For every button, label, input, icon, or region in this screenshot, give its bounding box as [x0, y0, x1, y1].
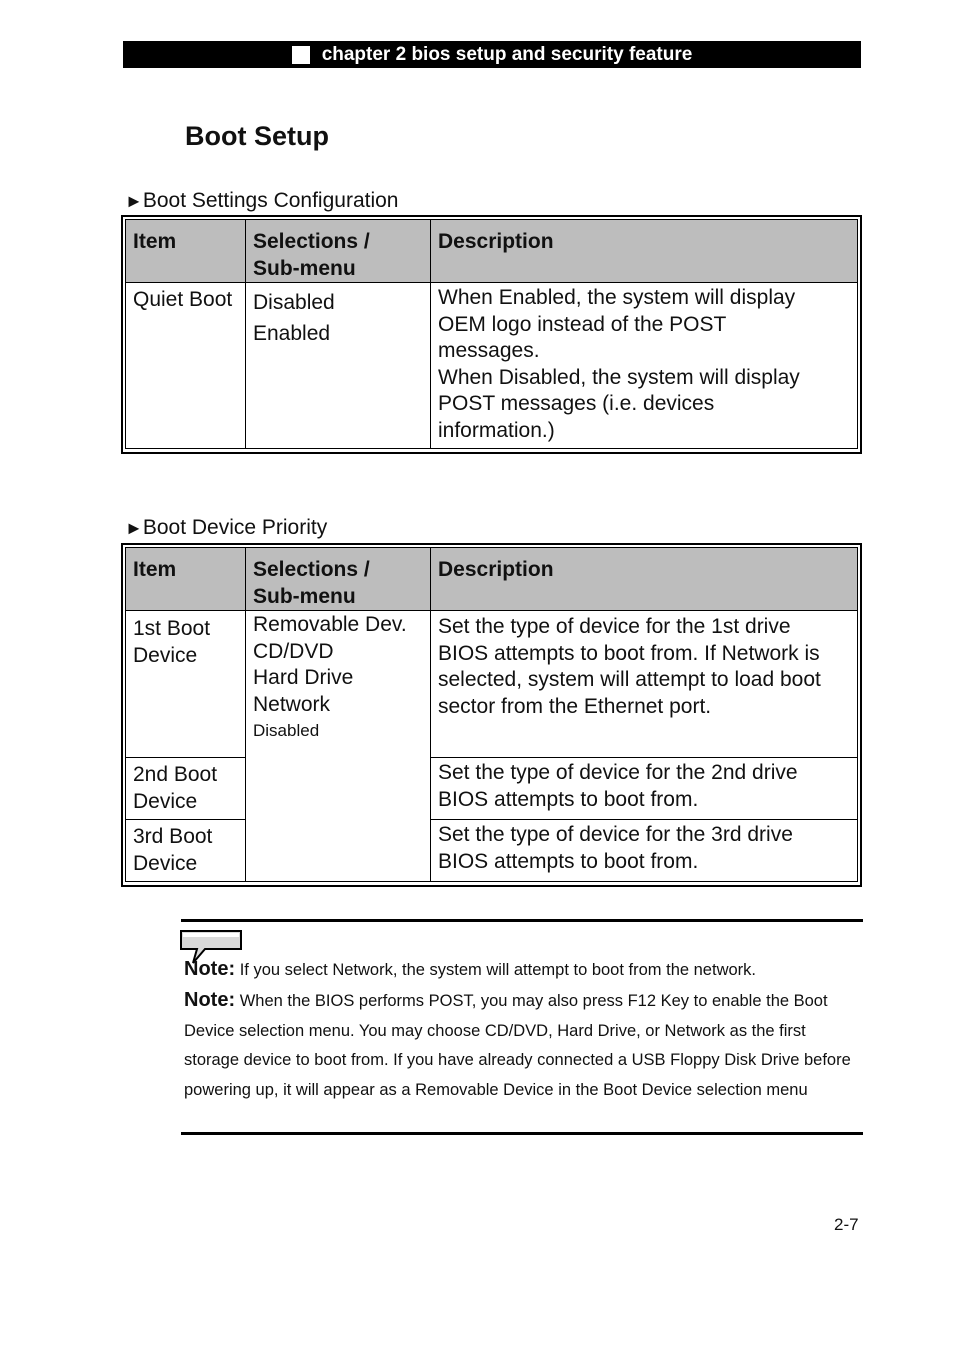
boot-settings-table [121, 215, 862, 454]
section-label-boot-settings [125, 189, 399, 213]
column-header-selections-line: Selections / [253, 558, 370, 581]
description-cell [431, 611, 858, 758]
column-header-description: Description [431, 220, 858, 283]
description-line: BIOS attempts to boot from. If Network is [438, 641, 820, 665]
note-body: When the BIOS performs POST, you may also press F12 Key to enable the Boot Device selection menu. You may choose CD/DVD, Hard Drive, or Network as the first storage device to boot from. If you have already connected a USB Floppy Disk Drive before powering up, it will appear as a Removable Device in the Boot Device selection menu [184, 991, 851, 1100]
column-header-description: Description [431, 548, 858, 611]
column-header-selections-line: Selections / [253, 230, 370, 253]
description-line: When Disabled, the system will display [438, 365, 800, 389]
page-number: 2-7 [834, 1215, 859, 1234]
table-row [126, 611, 858, 758]
description-line: selected, system will attempt to load boot [438, 668, 821, 691]
description-line: Set the type of device for the 2nd drive [438, 761, 798, 784]
column-header-selections-line: Sub-menu [253, 584, 356, 608]
item-cell [126, 611, 246, 758]
note-box [181, 919, 863, 1135]
column-header-selections-line: Sub-menu [253, 256, 356, 280]
section-label-text: Boot Device Priority [142, 516, 328, 539]
column-header-item: Item [126, 220, 246, 283]
note-paragraph [184, 955, 860, 986]
item-line: Device [133, 643, 198, 667]
note-text [184, 955, 860, 1106]
boot-device-priority-table [121, 543, 862, 887]
option-value: Removable Dev. [253, 613, 407, 636]
description-line: sector from the Ethernet port. [438, 694, 712, 718]
description-line: information.) [438, 418, 555, 442]
item-line: 3rd Boot [133, 825, 213, 848]
table-row [126, 758, 858, 820]
description-line: Set the type of device for the 1st drive [438, 615, 791, 638]
description-line: messages. [438, 339, 540, 362]
note-body: If you select Network, the system will attempt to boot from the network. [239, 961, 756, 979]
item-line: 1st Boot [133, 617, 211, 640]
item-line: 2nd Boot [133, 763, 218, 786]
description-line: When Enabled, the system will display [438, 286, 796, 309]
page-title: Boot Setup [185, 121, 329, 151]
column-header-selections [246, 220, 431, 283]
option-value: CD/DVD [253, 639, 334, 663]
description-line: BIOS attempts to boot from. [438, 787, 699, 811]
section-label-boot-device-priority [125, 516, 327, 540]
item-line: Device [133, 789, 198, 813]
option-value: Enabled [253, 322, 331, 345]
column-header-item: Item [126, 548, 246, 611]
option-value: Disabled [253, 291, 335, 314]
description-cell [431, 820, 858, 882]
section-label-text: Boot Settings Configuration [142, 189, 399, 212]
options-cell [246, 283, 431, 449]
item-cell [126, 758, 246, 820]
description-line: OEM logo instead of the POST [438, 312, 727, 336]
note-label: Note: [184, 958, 236, 980]
right-triangle-icon: ► [125, 518, 143, 538]
item-cell: Quiet Boot [126, 283, 246, 449]
item-cell [126, 820, 246, 882]
option-value: Disabled [253, 721, 320, 740]
item-line: Device [133, 851, 198, 875]
right-triangle-icon: ► [125, 191, 143, 211]
description-cell [431, 283, 858, 449]
option-value: Hard Drive [253, 666, 354, 689]
description-cell [431, 758, 858, 820]
note-label: Note: [184, 988, 236, 1011]
description-line: Set the type of device for the 3rd drive [438, 823, 793, 846]
chapter-header-text: chapter 2 bios setup and security feature [321, 43, 693, 65]
column-header-selections [246, 548, 431, 611]
table-row [126, 283, 858, 449]
table-row [126, 820, 858, 882]
description-line: BIOS attempts to boot from. [438, 849, 699, 873]
description-line: POST messages (i.e. devices [438, 392, 715, 415]
square-icon [292, 46, 310, 64]
option-value: Network [253, 692, 331, 716]
note-paragraph [184, 986, 860, 1106]
chapter-header [123, 41, 861, 68]
options-cell [246, 611, 431, 882]
